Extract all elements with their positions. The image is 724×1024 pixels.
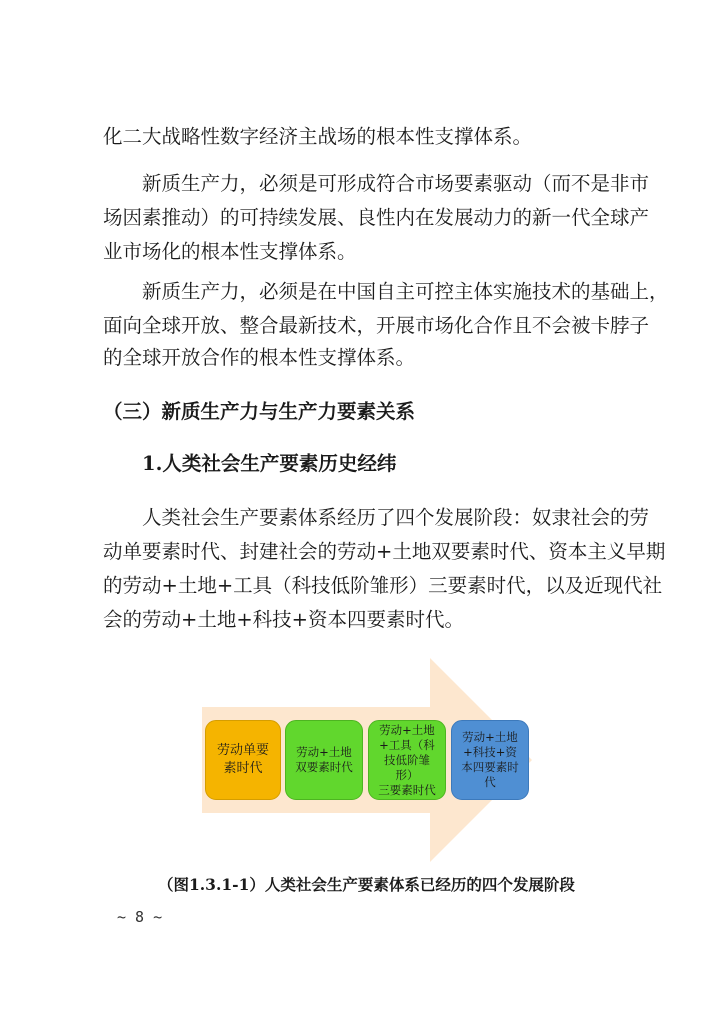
paragraph-4-line-1: 人类社会生产要素体系经历了四个发展阶段：奴隶社会的劳 <box>142 506 650 529</box>
paragraph-3-line-1: 新质生产力，必须是在中国自主可控主体实施技术的基础上， <box>142 280 669 303</box>
stage-box-1: 劳动单要 素时代 <box>205 720 281 800</box>
paragraph-3-line-2: 面向全球开放、整合最新技术，开展市场化合作且不会被卡脖子 <box>103 314 650 337</box>
paragraph-4-line-2: 动单要素时代、封建社会的劳动+土地双要素时代、资本主义早期 <box>103 540 666 563</box>
figure-caption: （图1.3.1-1）人类社会生产要素体系已经历的四个发展阶段 <box>158 875 575 894</box>
stage-box-4: 劳动+土地 +科技+资 本四要素时 代 <box>451 720 529 800</box>
stage-box-3: 劳动+土地 +工具（科 技低阶雏形） 三要素时代 <box>368 720 446 800</box>
paragraph-2-line-2: 场因素推动）的可持续发展、良性内在发展动力的新一代全球产 <box>103 206 650 229</box>
paragraph-2-line-1: 新质生产力，必须是可形成符合市场要素驱动（而不是非市 <box>142 172 650 195</box>
paragraph-4-line-3: 的劳动+土地+工具（科技低阶雏形）三要素时代，以及近现代社 <box>103 574 663 597</box>
stages-diagram <box>202 658 532 862</box>
paragraph-4-line-4: 会的劳动+土地+科技+资本四要素时代。 <box>103 608 465 631</box>
stage-box-2: 劳动+土地 双要素时代 <box>285 720 363 800</box>
paragraph-2-line-3: 业市场化的根本性支撑体系。 <box>103 240 357 263</box>
page-number: ~ 8 ~ <box>117 908 163 926</box>
subsection-heading: 1.人类社会生产要素历史经纬 <box>142 452 397 475</box>
paragraph-3-line-3: 的全球开放合作的根本性支撑体系。 <box>103 346 416 369</box>
paragraph-1-line-1: 化二大战略性数字经济主战场的根本性支撑体系。 <box>103 125 533 148</box>
section-heading: （三）新质生产力与生产力要素关系 <box>103 400 416 423</box>
